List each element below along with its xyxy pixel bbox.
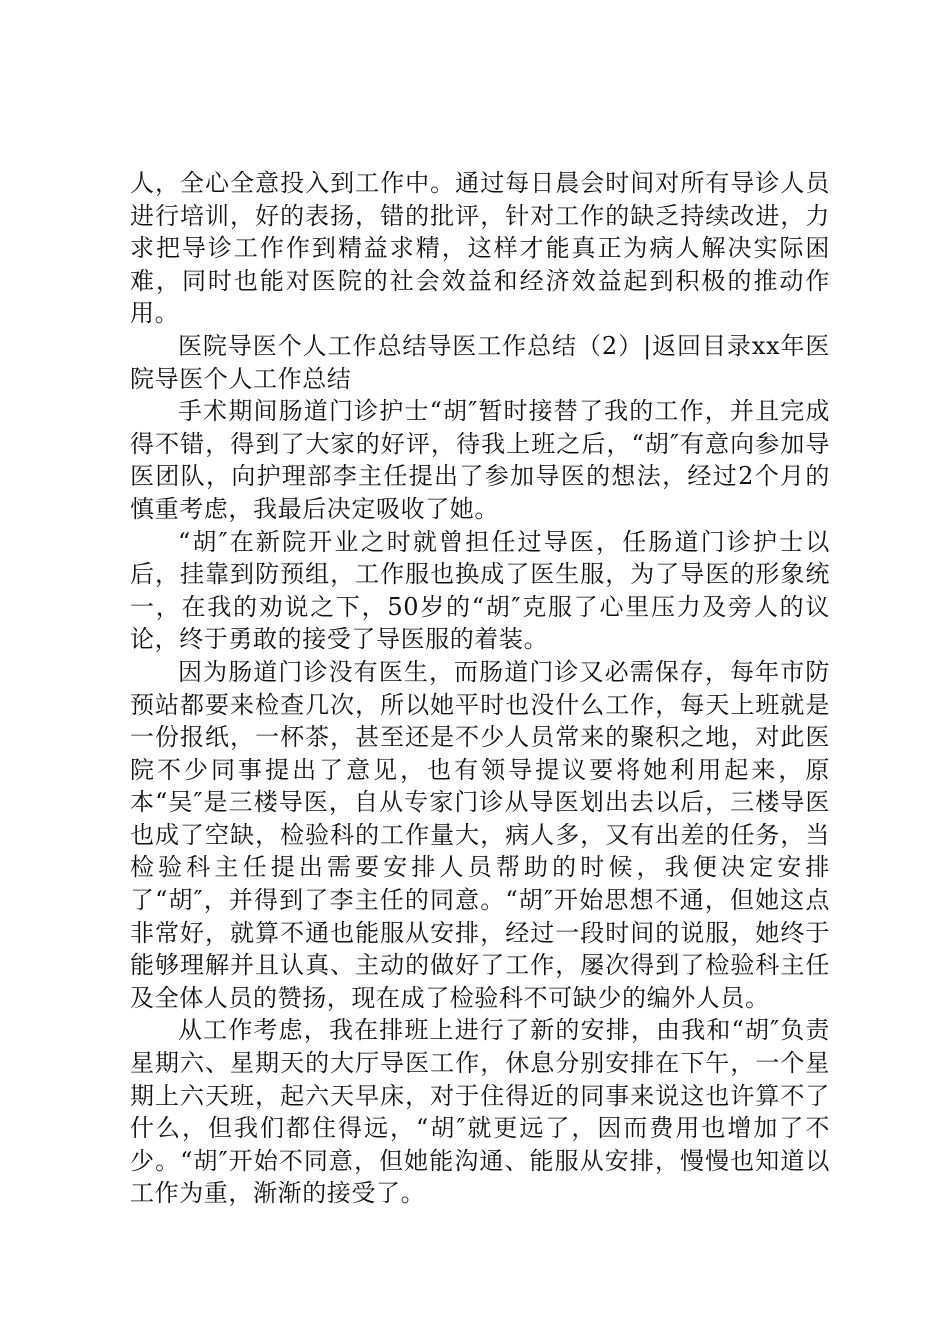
paragraph: “胡″在新院开业之时就曾担任过导医，任肠道门诊护士以后，挂靠到防预组，工作服也换成了医生服，为了导医的形象统一，在我的劝说之下，50岁的“胡″克服了心里压力及旁人的议论，终于勇敢的接受了导医服的着装。 — [130, 527, 830, 654]
paragraph-continuation: 人，全心全意投入到工作中。通过每日晨会时间对所有导诊人员进行培训，好的表扬，错的批评，针对工作的缺乏持续改进，力求把导诊工作作到精益求精，这样才能真正为病人解决实际困难，同时也能对医院的社会效益和经济效益起到积极的推动作用。 — [130, 169, 830, 328]
document-page — [130, 167, 830, 1210]
section-heading-link: 医院导医个人工作总结导医工作总结（2）|返回目录xx年医院导医个人工作总结 — [130, 331, 830, 393]
paragraph: 因为肠道门诊没有医生，而肠道门诊又必需保存，每年市防预站都要来检查几次，所以她平时也没什么工作，每天上班就是一份报纸，一杯茶，甚至还是不少人员常来的聚积之地，对此医院不少同事提出了意见，也有领导提议要将她利用起来，原本“吴″是三楼导医，自从专家门诊从导医划出去以后，三楼导医也成了空缺，检验科的工作量大，病人多，又有出差的任务，当检验科主任提出需要安排人员帮助的时候，我便决定安排了“胡″，并得到了李主任的同意。“胡″开始思想不通，但她这点非常好，就算不通也能服从安排，经过一段时间的说服，她终于能够理解并且认真、主动的做好了工作，屡次得到了检验科主任及全体人员的赞扬，现在成了检验科不可缺少的编外人员。 — [130, 657, 830, 1012]
paragraph: 手术期间肠道门诊护士“胡″暂时接替了我的工作，并且完成得不错，得到了大家的好评，待我上班之后，“胡″有意向参加导医团队，向护理部李主任提出了参加导医的想法，经过2个月的慎重考虑，我最后决定吸收了她。 — [130, 397, 830, 523]
paragraph: 从工作考虑，我在排班上进行了新的安排，由我和“胡″负责星期六、星期天的大厅导医工作，休息分别安排在下午，一个星期上六天班，起六天早床，对于住得近的同事来说这也许算不了什么，但我们都住得远，“胡″就更远了，因而费用也增加了不少。“胡″开始不同意，但她能沟通、能服从安排，慢慢也知道以工作为重，渐渐的接受了。 — [130, 1016, 830, 1208]
